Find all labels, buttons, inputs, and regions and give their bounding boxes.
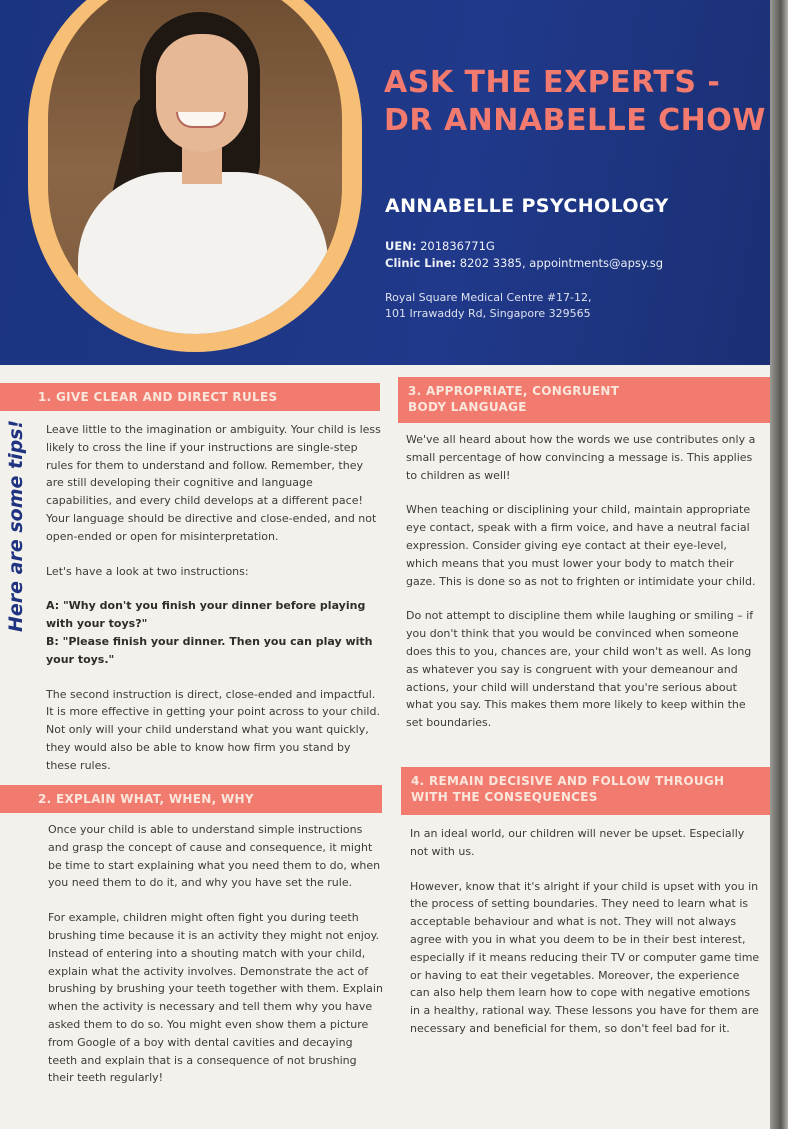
- section-2-heading: 2. EXPLAIN WHAT, WHEN, WHY: [0, 785, 382, 813]
- title-line-2: DR ANNABELLE CHOW: [384, 103, 766, 138]
- section-2-paragraph-2: For example, children might often fight you during teeth brushing time because it is an activity they might not enjoy. Instead of entering into a shouting match with your child, explain what the activity involves. Demonstrate the act of brushing by brushing your teeth together with them. Explain when the activity is necessary and tell them why you have asked them to do so. You might even show them a picture from Google of a boy with dental cavities and decaying teeth and explain that is a consequence of not brushing their teeth regularly!: [48, 911, 383, 1085]
- section-1-paragraph-1: Leave little to the imagination or ambiguity. Your child is less likely to cross the line if your instructions are single-step rules for them to understand and follow. Remember, they are still developing their cognitive and language capabilities, and every child develops at a different pace! Your language should be directive and close-ended, and not open-ended or open for misinterpretation.: [46, 423, 381, 543]
- section-1-paragraph-2: Let's have a look at two instructions:: [46, 564, 249, 578]
- section-2-body: [48, 821, 384, 1087]
- section-4-heading-line-2: WITH THE CONSEQUENCES: [411, 790, 598, 804]
- section-3-paragraph-1: We've all heard about how the words we use contributes only a small percentage of how convincing a message is. This applies to children as well!: [406, 433, 756, 482]
- address-line-2: 101 Irrawaddy Rd, Singapore 329565: [385, 307, 591, 320]
- section-4-paragraph-2: However, know that it's alright if your child is upset with you in the process of setting boundaries. They need to learn what is acceptable behaviour and what is not. They will not always agree with you in what you deem to be in their best interest, especially if it means reducing their TV or computer game time or having to eat their vegetables. Moreover, the experience can also help them learn how to cope with negative emotions in a healthy, rational way. These lessons you have for them are necessary and beneficial for them, so don't feel bad for it.: [410, 879, 760, 1035]
- title-line-1: ASK THE EXPERTS -: [384, 65, 721, 100]
- section-3-paragraph-3: Do not attempt to discipline them while laughing or smiling – if you don't think that you would be convinced when someone does this to you, chances are, your child won't as well. As long as whatever you say is congruent with your demeanour and actions, your child will understand that you're serious about what you say. This makes them more likely to keep within the set boundaries.: [406, 609, 754, 730]
- clinic-label: Clinic Line:: [385, 256, 457, 270]
- section-4-body: [410, 825, 762, 1038]
- section-3-heading-line-2: BODY LANGUAGE: [408, 400, 527, 414]
- section-3-paragraph-2: When teaching or disciplining your child, maintain appropriate eye contact, speak with a firm voice, and have a neutral facial expression. Consider giving eye contact at their eye-level, which means that you must lower your body to match their gaze. This is done so as not to frighten or intimidate your child.: [406, 503, 756, 588]
- section-1-paragraph-3: The second instruction is direct, close-ended and impactful. It is more effective in getting your point across to your child. Not only will your child understand what you want quickly, they would also be able to know how firm you stand by these rules.: [46, 687, 380, 772]
- section-1-body: [46, 421, 382, 775]
- section-2-paragraph-1: Once your child is able to understand simple instructions and grasp the concept of cause and consequence, it might be time to start explaining what you need them to do, when you need them to do it, and why you have set the rule.: [48, 823, 381, 890]
- section-3-body: [406, 431, 762, 732]
- section-4-heading: [401, 767, 770, 815]
- clinic-value: 8202 3385, appointments@apsy.sg: [459, 256, 663, 270]
- uen-line: [385, 238, 495, 254]
- section-3-heading: [398, 377, 770, 423]
- side-tips-label: Here are some tips!: [5, 419, 27, 632]
- instruction-a: A: "Why don't you finish your dinner before playing with your toys?": [46, 599, 366, 631]
- uen-value: 201836771G: [420, 239, 495, 253]
- uen-label: UEN:: [385, 239, 417, 253]
- section-4-paragraph-1: In an ideal world, our children will never be upset. Especially not with us.: [410, 827, 745, 858]
- address-line-1: Royal Square Medical Centre #17-12,: [385, 291, 592, 304]
- section-3-heading-line-1: 3. APPROPRIATE, CONGRUENT: [408, 384, 620, 398]
- portrait-photo: [48, 0, 342, 334]
- clinic-line: [385, 255, 663, 271]
- section-1-instructions: [46, 597, 382, 668]
- header-banner: [0, 0, 770, 365]
- portrait-blouse: [78, 172, 328, 334]
- portrait-face: [156, 34, 248, 152]
- section-1-heading: 1. GIVE CLEAR AND DIRECT RULES: [0, 383, 380, 411]
- page-title: [384, 64, 774, 140]
- page-binding-gutter: [770, 0, 788, 1129]
- organization-name: ANNABELLE PSYCHOLOGY: [385, 195, 669, 217]
- section-4-heading-line-1: 4. REMAIN DECISIVE AND FOLLOW THROUGH: [411, 774, 725, 788]
- instruction-b: B: "Please finish your dinner. Then you can play with your toys.": [46, 634, 373, 666]
